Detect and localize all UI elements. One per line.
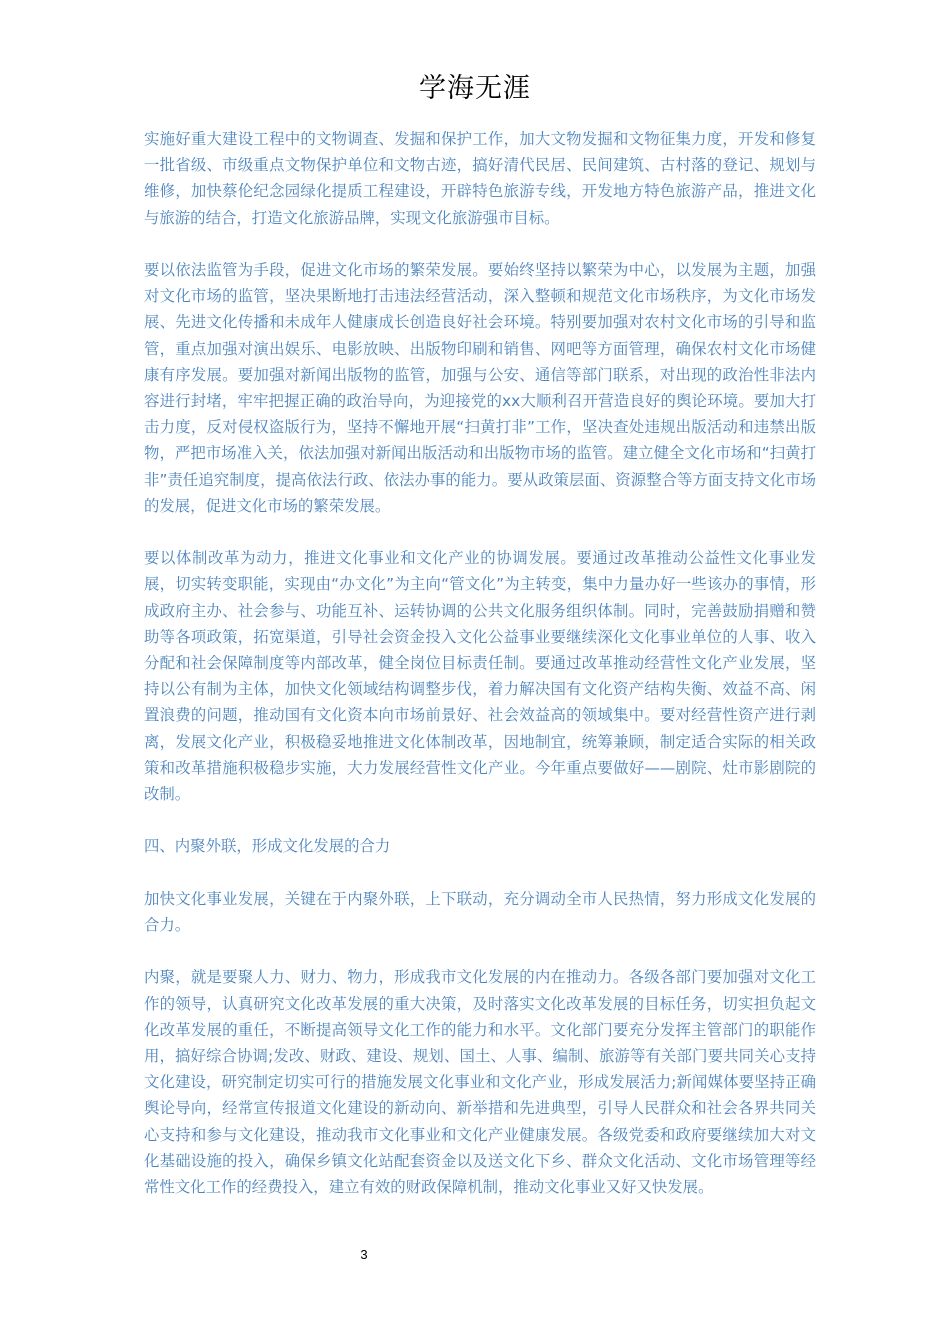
paragraph-internal-cohesion: 内聚，就是要聚人力、财力、物力，形成我市文化发展的内在推动力。各级各部门要加强对文化工作的领导，认真研究文化改革发展的重大决策，及时落实文化改革发展的目标任务，切实担负起文化改革发展的重任，不断提高领导文化工作的能力和水平。文化部门要充分发挥主管部门的职能作用，搞好综合协调;发改、财政、建设、规划、国土、人事、编制、旅游等有关部门要共同关心支持文化建设，研究制定切实可行的措施发展文化事业和文化产业，形成发展活力;新闻媒体要坚持正确舆论导向，经常宣传报道文化建设的新动向、新举措和先进典型，引导人民群众和社会各界共同关心支持和参与文化建设，推动我市文化事业和文化产业健康发展。各级党委和政府要继续加大对文化基础设施的投入，确保乡镇文化站配套资金以及送文化下乡、群众文化活动、文化市场管理等经常性文化工作的经费投入，建立有效的财政保障机制，推动文化事业又好又快发展。 — [144, 968, 816, 1197]
paragraph-cultural-relics: 实施好重大建设工程中的文物调查、发掘和保护工作，加大文物发掘和文物征集力度，开发和修复一批省级、市级重点文物保护单位和文物古迹，搞好清代民居、民间建筑、古村落的登记、规划与维修，加快蔡伦纪念园绿化提质工程建设，开辟特色旅游专线，开发地方特色旅游产品，推进文化与旅游的结合，打造文化旅游品牌，实现文化旅游强市目标。 — [144, 130, 816, 227]
section-heading-four: 四、内聚外联，形成文化发展的合力 — [144, 837, 391, 856]
paragraph-market-supervision: 要以依法监管为手段，促进文化市场的繁荣发展。要始终坚持以繁荣为中心，以发展为主题，加强对文化市场的监管，坚决果断地打击违法经营活动，深入整顿和规范文化市场秩序，为文化市场发展、先进文化传播和未成年人健康成长创造良好社会环境。特别要加强对农村文化市场的引导和监管，重点加强对演出娱乐、电影放映、出版物印刷和销售、网吧等方面管理，确保农村文化市场健康有序发展。要加强对新闻出版物的监管，加强与公安、通信等部门联系，对出现的政治性非法内容进行封堵，牢牢把握正确的政治导向，为迎接党的xx大顺利召开营造良好的舆论环境。要加大打击力度，反对侵权盗版行为，坚持不懈地开展“扫黄打非”工作，坚决查处违规出版活动和违禁出版物，严把市场准入关，依法加强对新闻出版活动和出版物市场的监管。建立健全文化市场和“扫黄打非”责任追究制度，提高依法行政、依法办事的能力。要从政策层面、资源整合等方面支持文化市场的发展，促进文化市场的繁荣发展。 — [144, 261, 816, 515]
paragraph-system-reform: 要以体制改革为动力，推进文化事业和文化产业的协调发展。要通过改革推动公益性文化事业发展，切实转变职能，实现由“办文化”为主向“管文化”为主转变，集中力量办好一些该办的事情，形成政府主办、社会参与、功能互补、运转协调的公共文化服务组织体制。同时，完善鼓励捐赠和赞助等各项政策，拓宽渠道，引导社会资金投入文化公益事业要继续深化文化事业单位的人事、收入分配和社会保障制度等内部改革，健全岗位目标责任制。要通过改革推动经营性文化产业发展，坚持以公有制为主体，加快文化领域结构调整步伐，着力解决国有文化资产结构失衡、效益不高、闲置浪费的问题，推动国有文化资本向市场前景好、社会效益高的领域集中。要对经营性资产进行剥离，发展文化产业，积极稳妥地推进文化体制改革，因地制宜，统筹兼顾，制定适合实际的相关政策和改革措施积极稳步实施，大力发展经营性文化产业。今年重点要做好——剧院、灶市影剧院的改制。 — [144, 549, 816, 804]
paragraph-joint-force: 加快文化事业发展，关键在于内聚外联，上下联动，充分调动全市人民热情，努力形成文化发展的合力。 — [144, 889, 816, 935]
document-body — [144, 126, 816, 1226]
page-header-title: 学海无涯 — [419, 73, 531, 104]
page-number: 3 — [360, 1247, 368, 1262]
